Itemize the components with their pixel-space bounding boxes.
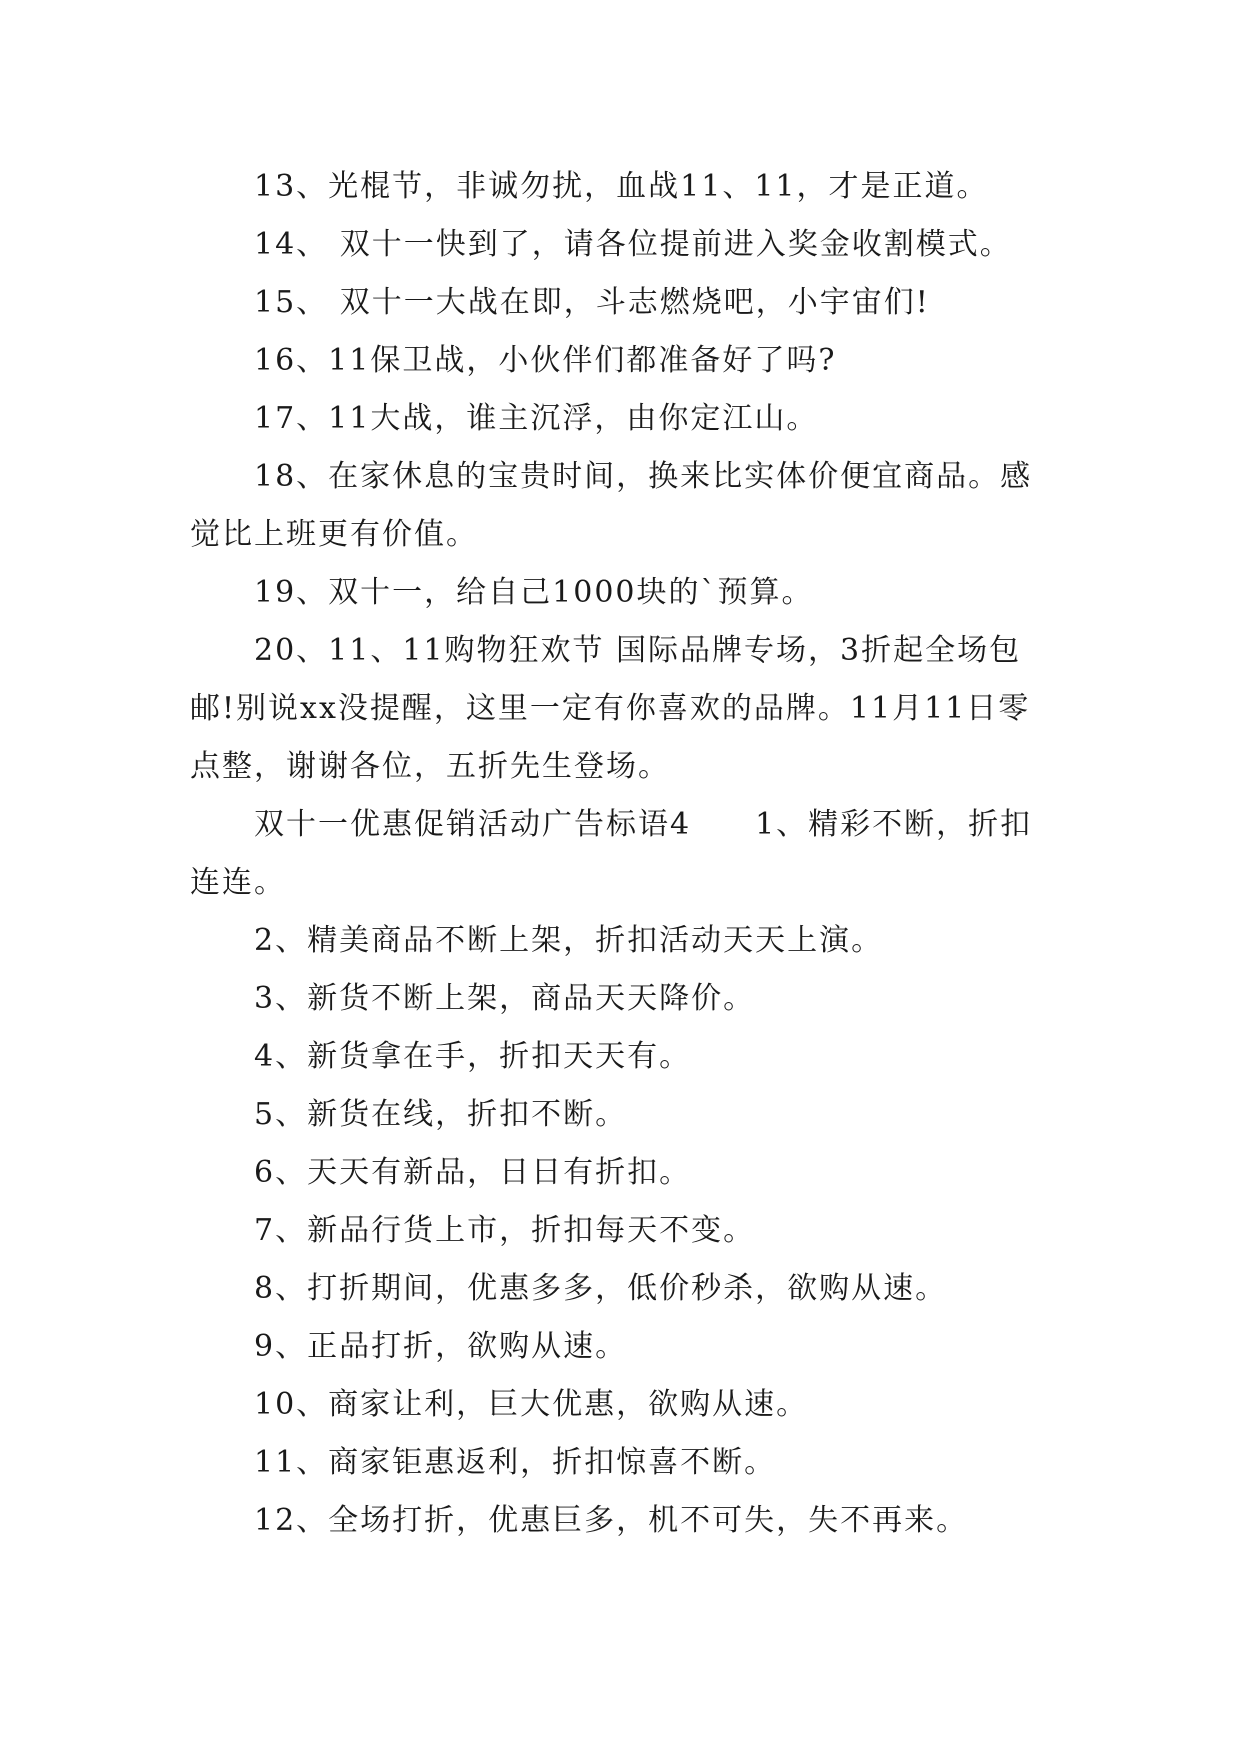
document-body	[190, 158, 1048, 1550]
paragraph-slogan-16: 16、11保卫战，小伙伴们都准备好了吗?	[254, 343, 837, 378]
paragraph-slogan-17: 17、11大战，谁主沉浮，由你定江山。	[254, 401, 819, 436]
paragraph-section-4-slogan-1: 双十一优惠促销活动广告标语4 1、精彩不断，折扣连连。	[190, 807, 1033, 900]
paragraph-slogan-3: 3、新货不断上架，商品天天降价。	[254, 981, 756, 1016]
paragraph-slogan-9: 9、正品打折，欲购从速。	[254, 1329, 628, 1364]
paragraph-slogan-2: 2、精美商品不断上架，折扣活动天天上演。	[254, 923, 884, 958]
paragraph-slogan-14: 14、 双十一快到了，请各位提前进入奖金收割模式。	[254, 227, 1012, 262]
paragraph-slogan-6: 6、天天有新品，日日有折扣。	[254, 1155, 692, 1190]
paragraph-slogan-12: 12、全场打折，优惠巨多，机不可失，失不再来。	[254, 1503, 969, 1538]
paragraph-slogan-20: 20、11、11购物狂欢节 国际品牌专场，3折起全场包邮!别说xx没提醒，这里一定有你喜欢的品牌。11月11日零点整，谢谢各位，五折先生登场。	[190, 633, 1031, 784]
paragraph-slogan-15: 15、 双十一大战在即，斗志燃烧吧，小宇宙们!	[254, 285, 930, 320]
paragraph-slogan-11: 11、商家钜惠返利，折扣惊喜不断。	[254, 1445, 777, 1480]
paragraph-slogan-5: 5、新货在线，折扣不断。	[254, 1097, 628, 1132]
paragraph-slogan-4: 4、新货拿在手，折扣天天有。	[254, 1039, 692, 1074]
paragraph-slogan-19: 19、双十一，给自己1000块的`预算。	[254, 575, 814, 610]
paragraph-slogan-13: 13、光棍节，非诚勿扰，血战11、11，才是正道。	[254, 169, 989, 204]
paragraph-slogan-7: 7、新品行货上市，折扣每天不变。	[254, 1213, 756, 1248]
paragraph-slogan-8: 8、打折期间，优惠多多，低价秒杀，欲购从速。	[254, 1271, 948, 1306]
paragraph-slogan-10: 10、商家让利，巨大优惠，欲购从速。	[254, 1387, 809, 1422]
paragraph-slogan-18: 18、在家休息的宝贵时间，换来比实体价便宜商品。感觉比上班更有价值。	[190, 459, 1033, 552]
